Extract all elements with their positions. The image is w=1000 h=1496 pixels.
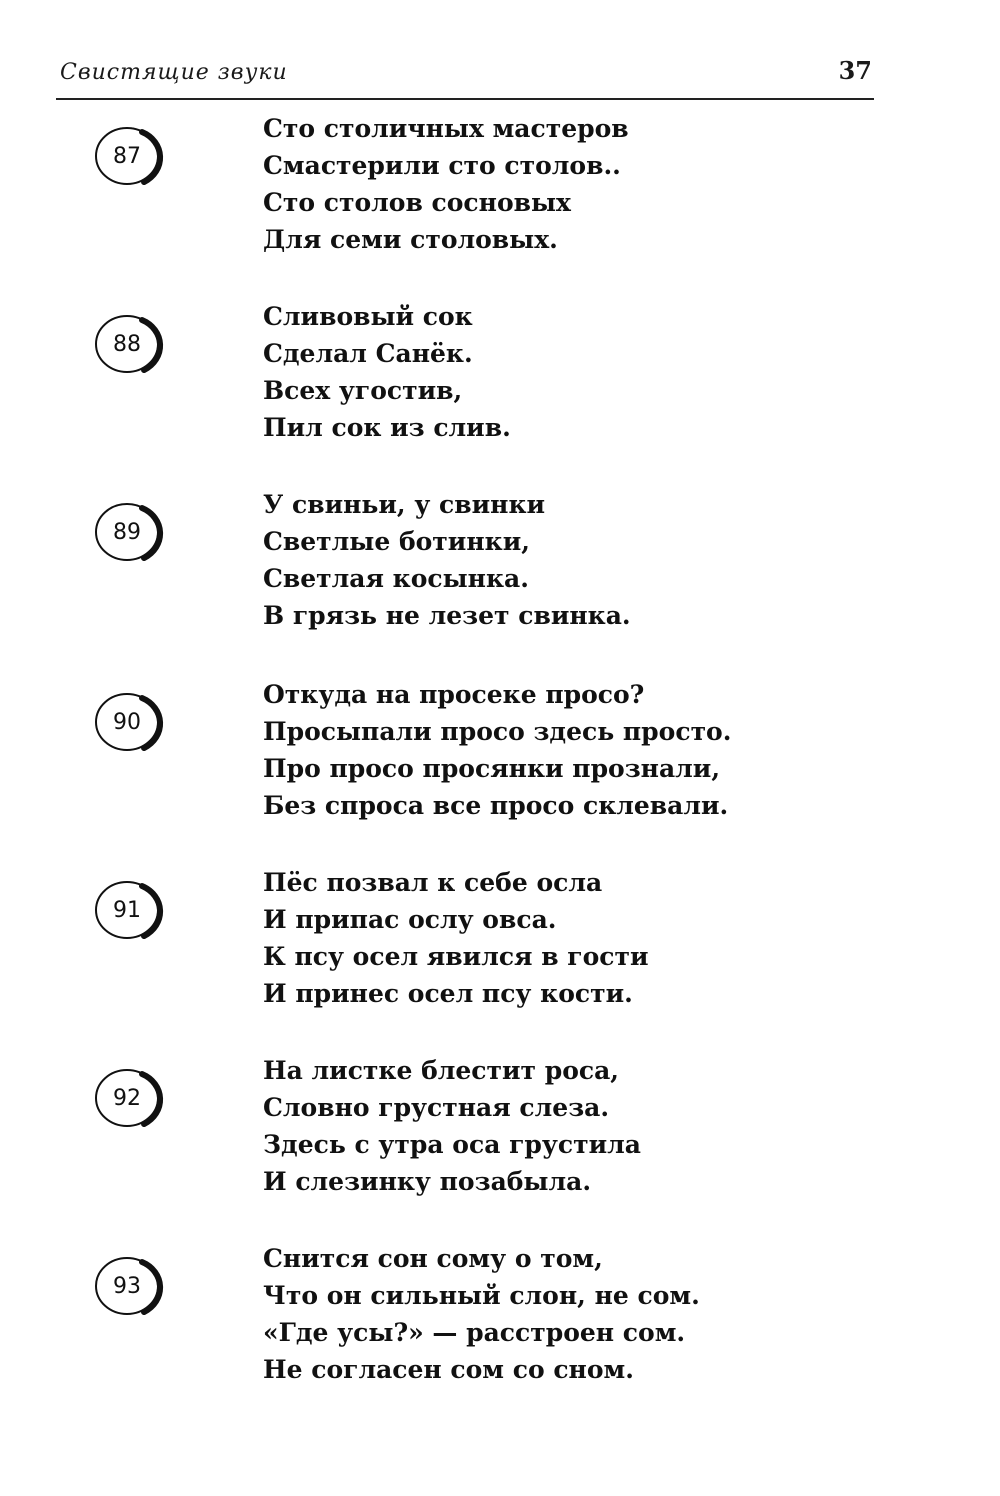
- poem-line: Сто столичных мастеров: [263, 114, 629, 143]
- poem-number-badge: [92, 690, 166, 756]
- poem-text: [263, 486, 883, 634]
- poem-line: Всех угостив,: [263, 376, 463, 405]
- poem-number: 87: [113, 144, 141, 169]
- poem-line: Что он сильный слон, не сом.: [263, 1281, 700, 1310]
- poem-line: У свиньи, у свинки: [263, 490, 546, 519]
- poem-number-badge: [92, 124, 166, 190]
- poem-block: [0, 1244, 1000, 1424]
- poem-line: И слезинку позабыла.: [263, 1167, 592, 1196]
- poem-line: Светлые ботинки,: [263, 527, 530, 556]
- poem-line: Сделал Санёк.: [263, 339, 473, 368]
- poem-number: 88: [113, 332, 141, 357]
- poem-block: [0, 680, 1000, 860]
- poem-line: Пёс позвал к себе осла: [263, 868, 603, 897]
- poem-line: Словно грустная слеза.: [263, 1093, 610, 1122]
- poem-line: Светлая косынка.: [263, 564, 529, 593]
- poem-number: 93: [113, 1274, 141, 1299]
- poem-number: 89: [113, 520, 141, 545]
- poem-line: Здесь с утра оса грустила: [263, 1130, 641, 1159]
- poem-line: И принес осел псу кости.: [263, 979, 633, 1008]
- poem-line: Не согласен сом со сном.: [263, 1355, 634, 1384]
- poem-line: «Где усы?» — расстроен сом.: [263, 1318, 686, 1347]
- poem-number: 92: [113, 1086, 141, 1111]
- page-header: [56, 52, 874, 100]
- poem-text: [263, 676, 883, 824]
- poem-number-badge: [92, 500, 166, 566]
- poem-line: Сливовый сок: [263, 302, 473, 331]
- poem-text: [263, 864, 883, 1012]
- poem-number: 91: [113, 898, 141, 923]
- poem-line: На листке блестит роса,: [263, 1056, 620, 1085]
- poem-line: Снится сон сому о том,: [263, 1244, 603, 1273]
- poem-block: [0, 114, 1000, 294]
- poem-line: И припас ослу овса.: [263, 905, 557, 934]
- poem-block: [0, 868, 1000, 1048]
- poem-block: [0, 490, 1000, 670]
- poem-text: [263, 110, 883, 258]
- section-title: Свистящие звуки: [60, 60, 288, 85]
- poem-block: [0, 302, 1000, 482]
- poem-text: [263, 1240, 883, 1388]
- poem-line: В грязь не лезет свинка.: [263, 601, 631, 630]
- poem-line: Смастерили сто столов..: [263, 151, 621, 180]
- poem-text: [263, 1052, 883, 1200]
- page-number: 37: [838, 56, 872, 85]
- poem-line: Откуда на просеке просо?: [263, 680, 645, 709]
- poem-number-badge: [92, 1254, 166, 1320]
- poem-number-badge: [92, 1066, 166, 1132]
- poem-number: 90: [113, 710, 141, 735]
- poem-text: [263, 298, 883, 446]
- poem-line: Без спроса все просо склевали.: [263, 791, 729, 820]
- poem-line: Для семи столовых.: [263, 225, 558, 254]
- poem-line: Сто столов сосновых: [263, 188, 571, 217]
- poem-line: Пил сок из слив.: [263, 413, 511, 442]
- poem-line: К псу осел явился в гости: [263, 942, 649, 971]
- poem-line: Про просо просянки прознали,: [263, 754, 721, 783]
- poem-line: Просыпали просо здесь просто.: [263, 717, 732, 746]
- poem-number-badge: [92, 312, 166, 378]
- poem-number-badge: [92, 878, 166, 944]
- poem-block: [0, 1056, 1000, 1236]
